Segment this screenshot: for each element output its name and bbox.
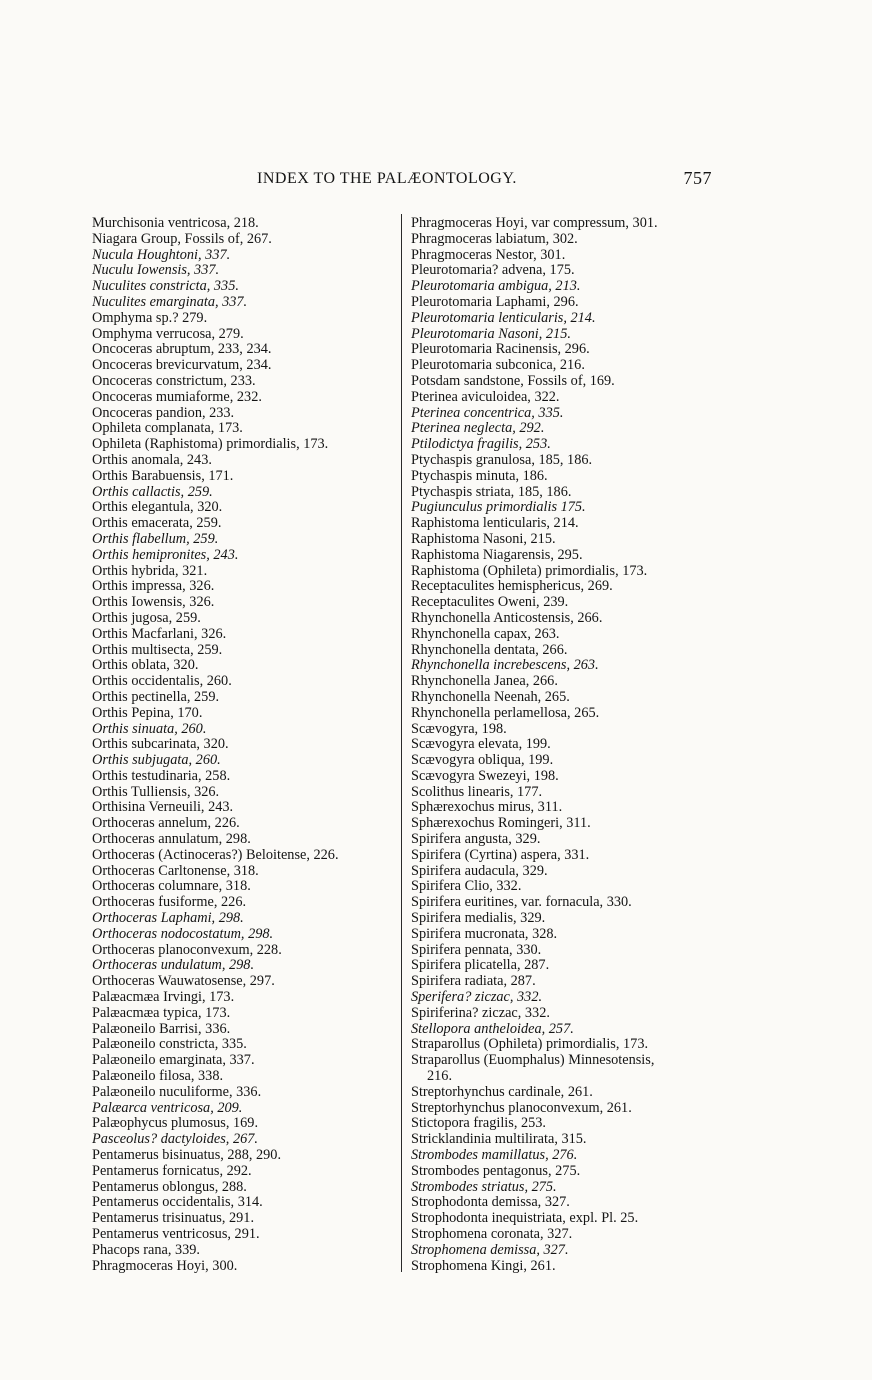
index-entry: Orthis oblata, 320. xyxy=(92,657,199,674)
index-entry: Ophileta (Raphistoma) primordialis, 173. xyxy=(92,436,329,453)
index-entry: Phragmoceras labiatum, 302. xyxy=(411,230,578,247)
index-entry: Orthis elegantula, 320. xyxy=(92,499,223,516)
running-title: INDEX TO THE PALÆONTOLOGY. xyxy=(257,170,517,187)
index-entry: Sphærexochus Romingeri, 311. xyxy=(411,815,591,832)
index-entry: Palæoneilo filosa, 338. xyxy=(92,1068,224,1085)
index-entry: Raphistoma Niagarensis, 295. xyxy=(411,546,583,563)
index-entry: Omphyma sp.? 279. xyxy=(92,309,208,326)
index-entry: Stellopora antheloidea, 257. xyxy=(411,1020,574,1037)
index-entry: Omphyma verrucosa, 279. xyxy=(92,325,244,342)
index-entry: Scolithus linearis, 177. xyxy=(411,783,543,800)
page-number: 757 xyxy=(683,168,712,188)
index-entry: Raphistoma (Ophileta) primordialis, 173. xyxy=(411,562,648,579)
index-entry: Oncoceras pandion, 233. xyxy=(92,404,235,421)
index-entry: Streptorhynchus planoconvexum, 261. xyxy=(411,1099,632,1116)
index-entry: Oncoceras abruptum, 233, 234. xyxy=(92,341,272,358)
index-entry: Strophomena Kingi, 261. xyxy=(411,1257,556,1274)
index-entry: Orthis anomala, 243. xyxy=(92,451,212,468)
index-entry: Orthoceras columnare, 318. xyxy=(92,878,251,895)
index-entry: Rhynchonella perlamellosa, 265. xyxy=(411,704,600,721)
index-column-right xyxy=(411,216,741,1274)
index-entry: Strophomena coronata, 327. xyxy=(411,1226,573,1242)
index-entry: Rhynchonella Janea, 266. xyxy=(411,673,558,690)
index-entry: Pleurotomaria Nasoni, 215. xyxy=(411,325,571,342)
index-entry: Orthis Tulliensis, 326. xyxy=(92,783,220,800)
index-entry: Palæophycus plumosus, 169. xyxy=(92,1115,259,1132)
index-entry: Oncoceras mumiaforme, 232. xyxy=(92,388,262,405)
index-entry: Sperifera? ziczac, 332. xyxy=(411,989,543,1006)
index-entry: Scævogyra elevata, 199. xyxy=(411,736,551,753)
column-divider xyxy=(401,214,402,1272)
index-entry: Orthis Pepina, 170. xyxy=(92,704,203,721)
index-entry: Receptaculites Oweni, 239. xyxy=(411,594,569,611)
index-entry: Ophileta complanata, 173. xyxy=(92,420,243,437)
index-entry: Rhynchonella capax, 263. xyxy=(411,625,560,642)
index-entry: Raphistoma Nasoni, 215. xyxy=(411,530,556,547)
index-entry: Orthis flabellum, 259. xyxy=(92,530,219,547)
index-entry: Spirifera radiata, 287. xyxy=(411,973,536,990)
index-entry: Spirifera euritines, var. fornacula, 330. xyxy=(411,894,632,911)
index-entry: Orthis hybrida, 321. xyxy=(92,562,208,579)
index-entry: Orthoceras Carltonense, 318. xyxy=(92,862,259,879)
index-entry: Orthis emacerata, 259. xyxy=(92,515,222,532)
index-entry: Orthis Macfarlani, 326. xyxy=(92,625,227,642)
index-entry: Palæoneilo constricta, 335. xyxy=(92,1036,247,1053)
index-entry: Pleurotomaria Racinensis, 296. xyxy=(411,341,590,358)
index-entry: Strombodes striatus, 275. xyxy=(411,1178,557,1195)
index-entry: Pleurotomaria lenticularis, 214. xyxy=(411,309,596,326)
index-entry: Palæoneilo nuculiforme, 336. xyxy=(92,1083,262,1100)
index-entry: Pterinea concentrica, 335. xyxy=(411,404,564,421)
index-entry: Orthis jugosa, 259. xyxy=(92,609,201,626)
index-entry: Pterinea aviculoidea, 322. xyxy=(411,388,560,405)
index-entry: Nucula Houghtoni, 337. xyxy=(92,246,231,263)
index-entry: Spirifera angusta, 329. xyxy=(411,831,541,848)
index-entry: Orthoceras Laphami, 298. xyxy=(92,910,244,927)
index-column-left xyxy=(92,216,392,1274)
index-entry: Ptychaspis striata, 185, 186. xyxy=(411,483,572,500)
index-entry: Raphistoma lenticularis, 214. xyxy=(411,515,579,532)
index-entry: Spiriferina? ziczac, 332. xyxy=(411,1004,550,1021)
index-entry: Phragmoceras Nestor, 301. xyxy=(411,246,566,263)
index-entry: Palæarca ventricosa, 209. xyxy=(92,1099,243,1116)
index-entry: Orthoceras (Actinoceras?) Beloitense, 226. xyxy=(92,846,339,863)
index-entry: Orthoceras Wauwatosense, 297. xyxy=(92,973,275,990)
index-entry: Ptychaspis minuta, 186. xyxy=(411,467,548,484)
index-entry: Orthis pectinella, 259. xyxy=(92,688,220,705)
index-entry: Pasceolus? dactyloides, 267. xyxy=(92,1131,258,1148)
index-entry: Orthis testudinaria, 258. xyxy=(92,767,231,784)
index-entry: Pentamerus trisinuatus, 291. xyxy=(92,1210,255,1227)
index-entry: Spirifera medialis, 329. xyxy=(411,910,546,927)
index-entry: Palæoneilo Barrisi, 336. xyxy=(92,1020,231,1037)
index-entry: Orthis subcarinata, 320. xyxy=(92,736,229,753)
index-entry: Pleurotomaria subconica, 216. xyxy=(411,357,585,374)
index-entry: Orthis Barabuensis, 171. xyxy=(92,467,234,484)
index-entry: Phragmoceras Hoyi, var compressum, 301. xyxy=(411,215,658,231)
index-entry: Phacops rana, 339. xyxy=(92,1241,200,1258)
index-entry: Straparollus (Euomphalus) Minnesotensis, xyxy=(411,1052,655,1069)
index-entry: Palæacmæa Irvingi, 173. xyxy=(92,989,235,1006)
index-entry: Strombodes mamillatus, 276. xyxy=(411,1147,578,1164)
index-entry: Orthis sinuata, 260. xyxy=(92,720,207,737)
index-entry: Pterinea neglecta, 292. xyxy=(411,420,545,437)
index-entry: Strophomena demissa, 327. xyxy=(411,1241,569,1258)
index-entry: Orthoceras undulatum, 298. xyxy=(92,957,255,974)
index-entry: Spirifera plicatella, 287. xyxy=(411,957,550,974)
index-entry: Orthoceras fusiforme, 226. xyxy=(92,894,247,911)
index-entry: Phragmoceras Hoyi, 300. xyxy=(92,1257,238,1274)
index-entry: Spirifera Clio, 332. xyxy=(411,878,522,895)
index-entry: Nuculites emarginata, 337. xyxy=(92,293,248,310)
index-entry: Orthoceras annulatum, 298. xyxy=(92,831,251,848)
index-entry: Receptaculites hemisphericus, 269. xyxy=(411,578,613,595)
index-entry: Niagara Group, Fossils of, 267. xyxy=(92,230,272,247)
index-entry: Rhynchonella Neenah, 265. xyxy=(411,688,570,705)
index-entry: Palæacmæa typica, 173. xyxy=(92,1004,231,1021)
index-entry: Pleurotomaria ambigua, 213. xyxy=(411,278,581,295)
index-entry: Nuculu Iowensis, 337. xyxy=(92,262,220,279)
index-entry: Orthis impressa, 326. xyxy=(92,578,215,595)
index-entry: Scævogyra Swezeyi, 198. xyxy=(411,767,559,784)
index-entry: Stictopora fragilis, 253. xyxy=(411,1115,547,1132)
index-entry: Scævogyra obliqua, 199. xyxy=(411,752,554,769)
index-entry: Strophodonta demissa, 327. xyxy=(411,1194,570,1211)
index-entry: Strombodes pentagonus, 275. xyxy=(411,1162,581,1179)
index-entry: Spirifera (Cyrtina) aspera, 331. xyxy=(411,846,590,863)
index-entry: Palæoneilo emarginata, 337. xyxy=(92,1052,255,1069)
index-entry: Pleurotomaria? advena, 175. xyxy=(411,262,575,279)
index-entry: Orthis hemipronites, 243. xyxy=(92,546,239,563)
index-entry: Nuculites constricta, 335. xyxy=(92,278,239,295)
index-entry: Orthis occidentalis, 260. xyxy=(92,673,232,690)
index-entry: Spirifera mucronata, 328. xyxy=(411,925,558,942)
index-entry: Pentamerus occidentalis, 314. xyxy=(92,1194,263,1211)
index-entry: Straparollus (Ophileta) primordialis, 173. xyxy=(411,1036,649,1053)
index-entry: Ptychaspis granulosa, 185, 186. xyxy=(411,451,593,468)
index-entry: Oncoceras brevicurvatum, 234. xyxy=(92,357,272,374)
index-entry: Stricklandinia multilirata, 315. xyxy=(411,1131,587,1148)
index-entry: Pentamerus oblongus, 288. xyxy=(92,1178,247,1195)
index-entry: Pentamerus bisinuatus, 288, 290. xyxy=(92,1147,282,1164)
index-entry: Pleurotomaria Laphami, 296. xyxy=(411,293,579,310)
index-entry: Potsdam sandstone, Fossils of, 169. xyxy=(411,372,615,389)
index-entry: Rhynchonella Anticostensis, 266. xyxy=(411,609,603,626)
index-entry: Spirifera audacula, 329. xyxy=(411,862,548,879)
index-entry: Orthis subjugata, 260. xyxy=(92,752,221,769)
index-entry: Sphærexochus mirus, 311. xyxy=(411,799,563,816)
index-entry: Rhynchonella dentata, 266. xyxy=(411,641,568,658)
index-entry: Pentamerus ventricosus, 291. xyxy=(92,1226,260,1242)
index-entry: Orthisina Verneuili, 243. xyxy=(92,799,234,816)
index-entry: Pentamerus fornicatus, 292. xyxy=(92,1162,252,1179)
index-entry: Oncoceras constrictum, 233. xyxy=(92,372,256,389)
index-entry: Murchisonia ventricosa, 218. xyxy=(92,215,259,231)
index-entry: Scævogyra, 198. xyxy=(411,720,507,737)
index-entry: Ptilodictya fragilis, 253. xyxy=(411,436,551,453)
index-entry: Strophodonta inequistriata, expl. Pl. 25. xyxy=(411,1210,639,1227)
index-entry: Streptorhynchus cardinale, 261. xyxy=(411,1083,593,1100)
index-entry: Orthoceras nodocostatum, 298. xyxy=(92,925,274,942)
index-entry: Rhynchonella increbescens, 263. xyxy=(411,657,599,674)
index-entry: Orthis multisecta, 259. xyxy=(92,641,223,658)
index-entry: Orthoceras planoconvexum, 228. xyxy=(92,941,282,958)
index-entry: Spirifera pennata, 330. xyxy=(411,941,542,958)
page-header xyxy=(92,170,712,192)
index-entry: 216. xyxy=(427,1068,453,1085)
index-entry: Orthoceras annelum, 226. xyxy=(92,815,240,832)
index-entry: Orthis callactis, 259. xyxy=(92,483,213,500)
index-entry: Orthis Iowensis, 326. xyxy=(92,594,215,611)
index-entry: Pugiunculus primordialis 175. xyxy=(411,499,586,516)
